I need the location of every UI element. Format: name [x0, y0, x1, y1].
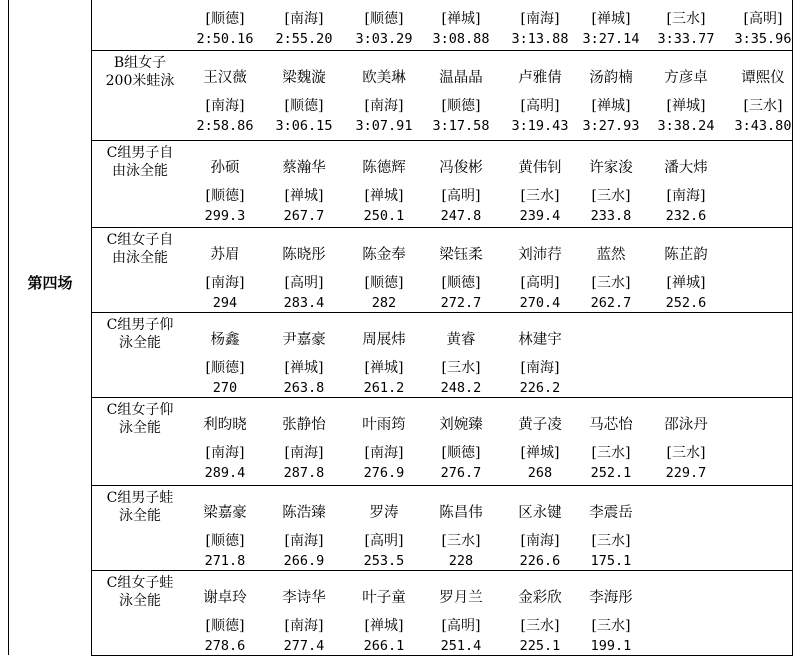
- athlete-name: 李诗华: [282, 590, 326, 606]
- result-cell: 261.2: [363, 380, 405, 396]
- event-title: C组女子蛙 泳全能: [106, 575, 174, 609]
- result-cell: 3:08.88: [432, 31, 490, 47]
- result-cell: 2:55.20: [275, 31, 333, 47]
- team-cell: [高明]: [284, 275, 324, 291]
- team-cell: [高明]: [743, 11, 783, 27]
- team-cell: [顺德]: [364, 11, 404, 27]
- athlete-name: 苏眉: [210, 247, 240, 263]
- result-cell: 233.8: [590, 208, 632, 224]
- athlete-name: 尹嘉豪: [282, 332, 326, 348]
- athlete-name: 卢雅倩: [518, 70, 562, 86]
- athlete-name: 马芯怡: [589, 417, 633, 433]
- team-cell: [南海]: [666, 188, 706, 204]
- result-cell: 3:38.24: [657, 118, 715, 134]
- result-cell: 232.6: [665, 208, 707, 224]
- result-cell: 3:03.29: [355, 31, 413, 47]
- team-cell: [三水]: [591, 533, 631, 549]
- result-cell: 225.1: [519, 638, 561, 654]
- result-cell: 267.7: [283, 208, 325, 224]
- athlete-name: 邵泳丹: [664, 417, 708, 433]
- result-cell: 287.8: [283, 465, 325, 481]
- athlete-name: 张静怡: [282, 417, 326, 433]
- table-left-border: [8, 0, 9, 655]
- result-cell: 266.1: [363, 638, 405, 654]
- result-cell: 3:27.14: [582, 31, 640, 47]
- athlete-name: 陈芷韵: [664, 247, 708, 263]
- team-cell: [南海]: [205, 275, 245, 291]
- event-block: [91, 227, 792, 313]
- athlete-name: 谢卓玲: [203, 590, 247, 606]
- athlete-name: 刘沛荇: [518, 247, 562, 263]
- result-cell: 229.7: [665, 465, 707, 481]
- team-cell: [禅城]: [364, 188, 404, 204]
- team-cell: [顺德]: [205, 188, 245, 204]
- team-cell: [三水]: [520, 188, 560, 204]
- athlete-name: 梁嘉豪: [203, 505, 247, 521]
- athlete-name: 方彦卓: [664, 70, 708, 86]
- event-block: [91, 50, 792, 141]
- result-cell: 276.9: [363, 465, 405, 481]
- athlete-name: 陈昌伟: [439, 505, 483, 521]
- team-cell: [禅城]: [364, 618, 404, 634]
- result-cell: 250.1: [363, 208, 405, 224]
- athlete-name: 梁魏漩: [282, 70, 326, 86]
- team-cell: [禅城]: [591, 98, 631, 114]
- athlete-name: 汤韵楠: [589, 70, 633, 86]
- athlete-name: 陈金奉: [362, 247, 406, 263]
- result-cell: 3:06.15: [275, 118, 333, 134]
- result-cell: 271.8: [204, 553, 246, 569]
- result-cell: 199.1: [590, 638, 632, 654]
- result-cell: 266.9: [283, 553, 325, 569]
- result-cell: 3:43.80: [734, 118, 792, 134]
- athlete-name: 王汉薇: [203, 70, 247, 86]
- result-cell: 226.6: [519, 553, 561, 569]
- team-cell: [禅城]: [364, 360, 404, 376]
- athlete-name: 冯俊彬: [439, 160, 483, 176]
- event-block: [91, 570, 792, 656]
- result-cell: 278.6: [204, 638, 246, 654]
- event-block: [91, 312, 792, 398]
- team-cell: [顺德]: [205, 360, 245, 376]
- result-cell: 247.8: [440, 208, 482, 224]
- result-cell: 3:17.58: [432, 118, 490, 134]
- result-cell: 3:13.88: [511, 31, 569, 47]
- result-cell: 2:50.16: [196, 31, 254, 47]
- result-cell: 270: [212, 380, 238, 396]
- result-cell: 3:35.96: [734, 31, 792, 47]
- result-cell: 252.1: [590, 465, 632, 481]
- athlete-name: 林建宇: [518, 332, 562, 348]
- athlete-name: 金彩欣: [518, 590, 562, 606]
- event-title: C组女子仰 泳全能: [106, 402, 174, 436]
- team-cell: [三水]: [441, 360, 481, 376]
- result-cell: 3:19.43: [511, 118, 569, 134]
- team-cell: [三水]: [666, 11, 706, 27]
- team-cell: [三水]: [666, 445, 706, 461]
- team-cell: [顺德]: [205, 533, 245, 549]
- team-cell: [禅城]: [284, 188, 324, 204]
- result-cell: 251.4: [440, 638, 482, 654]
- athlete-name: 黄伟钊: [518, 160, 562, 176]
- athlete-name: 许家浚: [589, 160, 633, 176]
- result-cell: 175.1: [590, 553, 632, 569]
- event-block: [91, 140, 792, 228]
- result-cell: 270.4: [519, 295, 561, 311]
- event-title: C组女子自 由泳全能: [106, 232, 174, 266]
- team-cell: [三水]: [591, 275, 631, 291]
- result-cell: 253.5: [363, 553, 405, 569]
- team-cell: [禅城]: [666, 98, 706, 114]
- result-cell: 248.2: [440, 380, 482, 396]
- result-cell: 289.4: [204, 465, 246, 481]
- result-cell: 282: [371, 295, 397, 311]
- team-cell: [南海]: [284, 618, 324, 634]
- result-cell: 277.4: [283, 638, 325, 654]
- team-cell: [顺德]: [205, 618, 245, 634]
- athlete-name: 李海彤: [589, 590, 633, 606]
- team-cell: [南海]: [364, 98, 404, 114]
- event-block: [91, 485, 792, 571]
- athlete-name: 谭熙仪: [741, 70, 785, 86]
- athlete-name: 蓝然: [596, 247, 626, 263]
- athlete-name: 潘大炜: [664, 160, 708, 176]
- team-cell: [高明]: [441, 188, 481, 204]
- athlete-name: 罗涛: [369, 505, 399, 521]
- result-cell: 239.4: [519, 208, 561, 224]
- team-cell: [禅城]: [591, 11, 631, 27]
- team-cell: [南海]: [520, 533, 560, 549]
- athlete-name: 孙硕: [210, 160, 240, 176]
- team-cell: [顺德]: [364, 275, 404, 291]
- team-cell: [禅城]: [284, 360, 324, 376]
- team-cell: [南海]: [364, 445, 404, 461]
- team-cell: [高明]: [520, 275, 560, 291]
- athlete-name: 罗月兰: [439, 590, 483, 606]
- result-cell: 276.7: [440, 465, 482, 481]
- team-cell: [三水]: [591, 445, 631, 461]
- session-label: 第四场: [27, 274, 73, 292]
- team-cell: [禅城]: [666, 275, 706, 291]
- athlete-name: 黄睿: [446, 332, 476, 348]
- event-title: B组女子 200米蛙泳: [105, 55, 175, 89]
- event-block: [91, 397, 792, 486]
- result-cell: 2:58.86: [196, 118, 254, 134]
- event-title: C组男子自 由泳全能: [106, 145, 174, 179]
- team-cell: [顺德]: [441, 445, 481, 461]
- event-title: C组男子蛙 泳全能: [106, 490, 174, 524]
- event-title: C组男子仰 泳全能: [106, 317, 174, 351]
- athlete-name: 陈浩臻: [282, 505, 326, 521]
- result-cell: 283.4: [283, 295, 325, 311]
- team-cell: [禅城]: [441, 11, 481, 27]
- team-cell: [高明]: [520, 98, 560, 114]
- team-cell: [三水]: [743, 98, 783, 114]
- athlete-name: 温晶晶: [439, 70, 483, 86]
- team-cell: [三水]: [591, 618, 631, 634]
- team-cell: [高明]: [441, 618, 481, 634]
- result-cell: 299.3: [204, 208, 246, 224]
- result-cell: 294: [212, 295, 238, 311]
- team-cell: [顺德]: [284, 98, 324, 114]
- result-cell: 252.6: [665, 295, 707, 311]
- team-cell: [顺德]: [441, 275, 481, 291]
- athlete-name: 黄子凌: [518, 417, 562, 433]
- athlete-name: 叶子童: [362, 590, 406, 606]
- team-cell: [南海]: [520, 11, 560, 27]
- team-cell: [高明]: [364, 533, 404, 549]
- team-cell: [南海]: [284, 445, 324, 461]
- result-cell: 272.7: [440, 295, 482, 311]
- team-cell: [三水]: [520, 618, 560, 634]
- team-cell: [禅城]: [520, 445, 560, 461]
- team-cell: [南海]: [520, 360, 560, 376]
- athlete-name: 蔡瀚华: [282, 160, 326, 176]
- team-cell: [顺德]: [441, 98, 481, 114]
- team-cell: [顺德]: [205, 11, 245, 27]
- athlete-name: 梁钰柔: [439, 247, 483, 263]
- athlete-name: 区永键: [518, 505, 562, 521]
- team-cell: [三水]: [441, 533, 481, 549]
- athlete-name: 周展炜: [362, 332, 406, 348]
- result-cell: 228: [448, 553, 474, 569]
- team-cell: [南海]: [284, 533, 324, 549]
- result-cell: 263.8: [283, 380, 325, 396]
- result-cell: 3:33.77: [657, 31, 715, 47]
- team-cell: [南海]: [284, 11, 324, 27]
- result-cell: 226.2: [519, 380, 561, 396]
- team-cell: [南海]: [205, 98, 245, 114]
- athlete-name: 利昀晓: [203, 417, 247, 433]
- athlete-name: 李震岳: [589, 505, 633, 521]
- athlete-name: 陈德辉: [362, 160, 406, 176]
- result-cell: 262.7: [590, 295, 632, 311]
- team-cell: [三水]: [591, 188, 631, 204]
- athlete-name: 陈晓彤: [282, 247, 326, 263]
- athlete-name: 叶雨筠: [362, 417, 406, 433]
- result-cell: 3:27.93: [582, 118, 640, 134]
- athlete-name: 刘婉臻: [439, 417, 483, 433]
- result-cell: 268: [527, 465, 553, 481]
- event-block-continued: [91, 0, 792, 51]
- athlete-name: 欧美琳: [362, 70, 406, 86]
- result-cell: 3:07.91: [355, 118, 413, 134]
- team-cell: [南海]: [205, 445, 245, 461]
- athlete-name: 杨鑫: [210, 332, 240, 348]
